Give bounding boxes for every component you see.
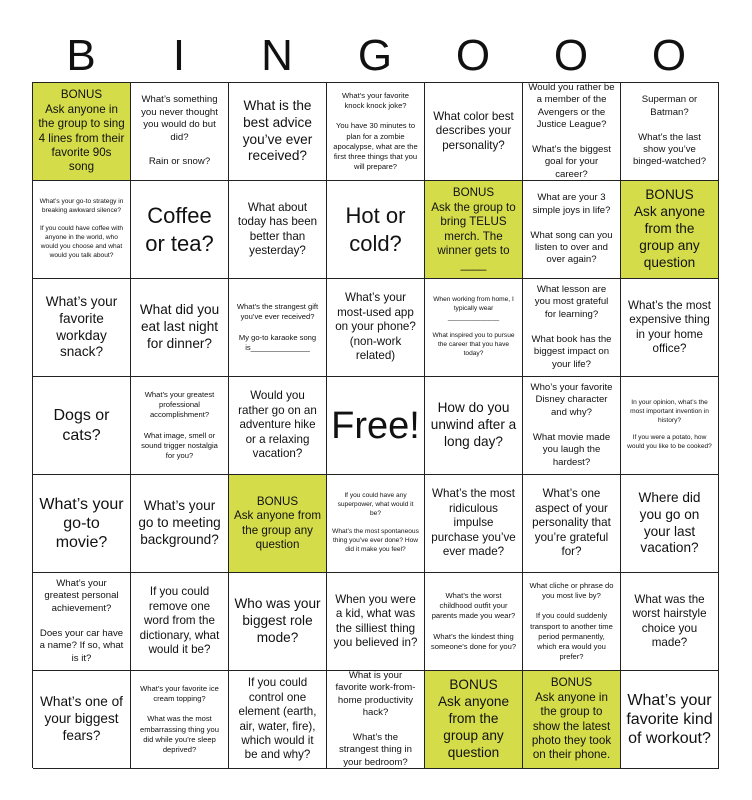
square-text: BONUS Ask anyone in the group to show the latest photo they took on their phone. [531,676,612,762]
bingo-square[interactable] [523,181,621,279]
bingo-square[interactable] [131,377,229,475]
free-square[interactable] [327,377,425,475]
square-text: What’s your favorite knock knock joke? You have 30 minutes to plan for a zombie apocalypse, what are the first three things that you will prepare? [333,90,418,172]
square-text: BONUS Ask anyone from the group any question [437,677,510,760]
square-text: What’s your greatest professional accomplishment? What image, smell or sound trigger nostalgia for you? [141,389,218,461]
square-text: If you could remove one word from the dictionary, what would it be? [139,585,220,657]
square-text: When working from home, I typically wear ______________ What inspired you to pursue the career that you have today? [432,296,515,357]
square-text: How do you unwind after a long day? [430,400,517,449]
bingo-square[interactable] [327,181,425,279]
square-text: What are your 3 simple joys in life? What song can you listen to over and over again? [530,192,613,266]
bingo-square[interactable] [621,279,719,377]
bingo-square[interactable] [425,279,523,377]
bonus-square[interactable] [425,671,523,769]
square-text: Would you rather be a member of the Avengers or the Justice League? What’s the biggest goal for your career? [528,83,615,180]
square-text: Who’s your favorite Disney character and why? What movie made you laugh the hardest? [530,381,613,468]
bingo-square[interactable] [33,377,131,475]
bingo-square[interactable] [33,181,131,279]
square-text: What is your favorite work-from-home productivity hack? What’s the strangest thing in your bedroom? [335,671,416,768]
square-text: What’s the worst childhood outfit your parents made you wear? What’s the kindest thing someone’s done for you? [430,590,517,651]
header-letter: I [172,31,186,80]
square-text: Free! [331,404,420,447]
bingo-square[interactable] [33,671,131,769]
square-text: If you could control one element (earth, air, water, fire), which would it be and why? [238,676,317,762]
bingo-square[interactable] [229,181,327,279]
bonus-square[interactable] [425,181,523,279]
square-text: Dogs or cats? [53,407,110,444]
square-text: Where did you go on your last vacation? [638,489,701,556]
bingo-square[interactable] [131,475,229,573]
square-text: What’s your go-to strategy in breaking awkward silence? If you could have coffee with anyone in the world, who would you choose and what would you talk about? [39,198,124,259]
bingo-square[interactable] [523,475,621,573]
square-text: What’s your favorite ice cream topping? What was the most embarrassing thing you did while you’re sleep deprived? [140,683,219,755]
bingo-square[interactable] [523,573,621,671]
bingo-square[interactable] [425,475,523,573]
bonus-square[interactable] [621,181,719,279]
bingo-square[interactable] [425,377,523,475]
square-text: If you could have any superpower, what would it be? What’s the most spontaneous thing you’ve ever done? How did it make you feel? [332,492,419,553]
square-text: What’s your go-to movie? [39,495,124,552]
square-text: Coffee or tea? [145,203,214,256]
bingo-square[interactable] [621,475,719,573]
bonus-square[interactable] [33,83,131,181]
square-text: When you were a kid, what was the silliest thing you believed in? [333,592,418,649]
square-text: In your opinion, what’s the most important invention in history? If you were a potato, how would you like to be cooked? [627,398,712,451]
square-text: What about today has been better than yesterday? [237,200,318,257]
square-text: What’s the most ridiculous impulse purchase you’ve ever made? [431,487,516,559]
bingo-square[interactable] [327,83,425,181]
square-text: What did you eat last night for dinner? [139,302,220,351]
square-text: What’s your go to meeting background? [138,498,221,547]
square-text: What is the best advice you’ve ever received? [242,97,313,164]
square-text: BONUS Ask the group to bring TELUS merch. The winner gets to ____ [431,186,516,272]
bingo-square[interactable] [523,83,621,181]
bingo-square[interactable] [229,279,327,377]
square-text: What’s one aspect of your personality that you’re grateful for? [532,487,611,559]
bingo-square[interactable] [621,671,719,769]
bingo-square[interactable] [327,279,425,377]
square-text: What’s your favorite kind of workout? [626,691,713,748]
bingo-square[interactable] [621,377,719,475]
square-text: BONUS Ask anyone from the group any question [234,494,321,551]
bingo-square[interactable] [523,279,621,377]
header-letter: N [261,31,293,80]
bingo-square[interactable] [33,573,131,671]
bingo-card [32,82,719,768]
bonus-square[interactable] [523,671,621,769]
bingo-square[interactable] [33,475,131,573]
bonus-square[interactable] [229,475,327,573]
square-text: BONUS Ask anyone from the group any question [633,187,706,270]
bingo-square[interactable] [131,83,229,181]
bingo-square[interactable] [229,671,327,769]
bingo-square[interactable] [327,671,425,769]
header-letter: G [357,31,393,80]
bingo-header [32,30,718,82]
bingo-square[interactable] [621,573,719,671]
square-text: What color best describes your personality? [433,109,514,152]
bingo-square[interactable] [131,573,229,671]
bingo-square[interactable] [229,377,327,475]
bingo-square[interactable] [131,181,229,279]
bingo-square[interactable] [523,377,621,475]
square-text: Would you rather go on an adventure hike or a relaxing vacation? [238,389,317,461]
square-text: What’s one of your biggest fears? [40,694,123,743]
bingo-square[interactable] [327,573,425,671]
bingo-square[interactable] [425,573,523,671]
square-text: What lesson are you most grateful for learning? What book has the biggest impact on your life? [531,283,612,370]
bingo-square[interactable] [425,83,523,181]
header-letter: O [455,31,491,80]
square-text: What’s the most expensive thing in your home office? [628,298,711,355]
bingo-square[interactable] [131,671,229,769]
bingo-square[interactable] [131,279,229,377]
header-letter: O [651,31,687,80]
square-text: What’s your favorite workday snack? [45,293,118,360]
square-text: Hot or cold? [345,203,406,256]
square-text: What’s your most-used app on your phone? (non-work related) [335,291,416,363]
square-text: What was the worst hairstyle choice you made? [632,592,707,649]
square-text: What’s your greatest personal achievement? Does your car have a name? If so, what is it? [39,577,124,664]
square-text: What’s something you never thought you would do but did? Rain or snow? [141,94,218,168]
square-text: Superman or Batman? What’s the last show you’ve binged-watched? [632,94,707,168]
bingo-square[interactable] [327,475,425,573]
square-text: What cliche or phrase do you most live by? If you could suddenly transport to another time period permanently, which era would you prefer? [529,580,614,662]
bingo-square[interactable] [621,83,719,181]
header-letter: B [66,31,96,80]
square-text: Who was your biggest role mode? [234,596,321,645]
bingo-square[interactable] [229,573,327,671]
header-letter: O [553,31,589,80]
square-text: What’s the strangest gift you’ve ever received? My go-to karaoke song is______________ [236,301,319,352]
bingo-square[interactable] [33,279,131,377]
bingo-square[interactable] [229,83,327,181]
square-text: BONUS Ask anyone in the group to sing 4 lines from their favorite 90s song [38,88,125,174]
